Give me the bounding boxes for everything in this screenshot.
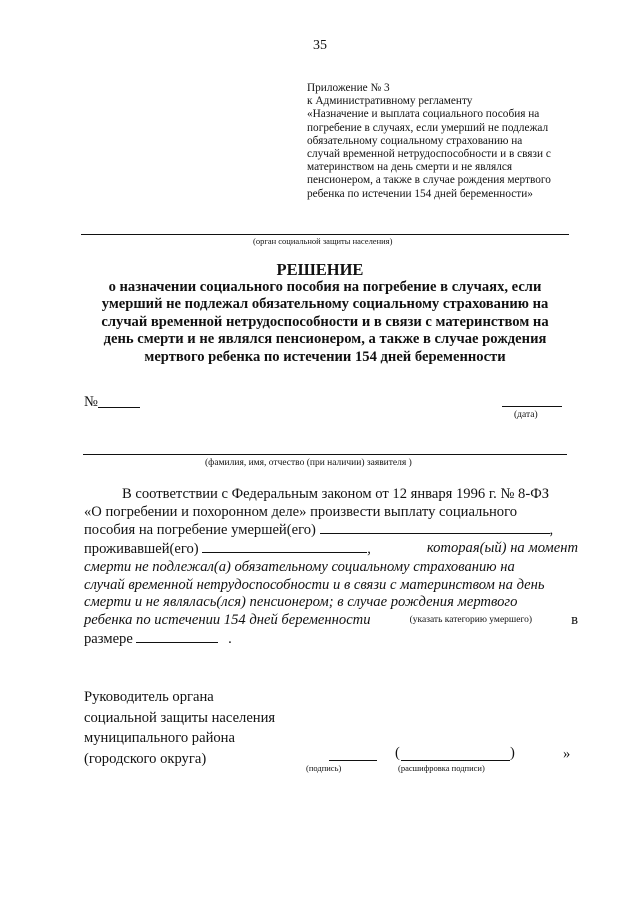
subtitle-line: мертвого ребенка по истечении 154 дней беременности — [144, 348, 506, 365]
document-subtitle — [70, 279, 580, 366]
number-label: № — [84, 394, 98, 410]
subtitle-line: умерший не подлежал обязательному социальному страхованию на — [101, 296, 549, 313]
authority-line — [81, 234, 569, 235]
body-text: в — [571, 611, 578, 628]
number-field[interactable] — [98, 407, 140, 408]
body-line — [84, 594, 578, 612]
subtitle-line: о назначении социального пособия на погребение в случаях, если — [108, 279, 542, 295]
body-line — [84, 577, 578, 595]
closing-quote: » — [563, 746, 571, 762]
date-field[interactable] — [502, 406, 562, 407]
amount-field[interactable] — [136, 630, 218, 643]
category-hint: (указать категорию умершего) — [409, 614, 533, 625]
page-number: 35 — [313, 38, 327, 53]
signatory-block — [84, 687, 275, 769]
document-title: РЕШЕНИЕ — [276, 260, 364, 279]
signatory-line: (городского округа) — [84, 750, 207, 767]
applicant-caption: (фамилия, имя, отчество (при наличии) заявителя ) — [205, 458, 412, 468]
appendix-line: материнством на день смерти и не являлся — [307, 161, 513, 174]
appendix-line: случай временной нетрудоспособности и в связи с — [307, 148, 551, 161]
body-text: В соответствии с Федеральным законом от 12 января 1996 г. № 8-ФЗ — [122, 486, 550, 502]
appendix-line: пенсионером, а также в случае рождения мертвого — [307, 174, 551, 187]
body-text: смерти не подлежал(а) обязательному социальному страхованию на — [84, 558, 515, 575]
signature-caption: (подпись) — [306, 763, 342, 773]
body-text: «О погребении и похоронном деле» произвести выплату социального — [84, 503, 518, 520]
signatory-line: Руководитель органа — [84, 689, 214, 705]
decode-caption: (расшифровка подписи) — [398, 763, 485, 773]
signature-field[interactable] — [329, 760, 377, 761]
open-paren: ( — [395, 745, 400, 761]
decision-body — [84, 486, 578, 648]
signature-decode-field[interactable] — [401, 760, 510, 761]
appendix-line: погребение в случаях, если умерший не подлежал — [307, 121, 549, 134]
signatory-line: муниципального района — [84, 730, 235, 746]
close-paren: ) — [510, 745, 515, 761]
deceased-name-field[interactable] — [320, 521, 550, 534]
body-text: смерти и не являлась(лся) пенсионером; в случае рождения мертвого — [84, 594, 518, 611]
body-text: , — [549, 522, 554, 539]
subtitle-line: день смерти и не являлся пенсионером, а также в случае рождения — [103, 331, 547, 348]
body-text: проживавшей(его) — [84, 541, 199, 558]
body-text: пособия на погребение умершей(его) — [84, 522, 316, 539]
subtitle-line: случай временной нетрудоспособности и в связи с материнством на — [101, 313, 549, 330]
body-line — [84, 540, 578, 559]
body-text: . — [228, 630, 232, 647]
applicant-field[interactable] — [83, 454, 567, 455]
appendix-line: к Административному регламенту — [307, 95, 473, 108]
signatory-line: социальной защиты населения — [84, 709, 276, 726]
appendix-line: Приложение № 3 — [307, 82, 390, 94]
appendix-line: обязательному социальному страхованию на — [307, 134, 523, 147]
appendix-header — [307, 82, 597, 201]
body-line — [84, 486, 578, 504]
body-line — [84, 612, 578, 630]
body-text: которая(ый) на момент — [426, 540, 578, 557]
authority-caption: (орган социальной защиты населения) — [253, 236, 393, 246]
appendix-line: ребенка по истечении 154 дней беременности» — [307, 187, 533, 200]
body-text: , — [367, 541, 371, 558]
body-text: случай временной нетрудоспособности и в связи с материнством на день — [84, 576, 545, 593]
date-caption: (дата) — [514, 410, 538, 420]
body-text: размере — [84, 630, 133, 647]
body-line — [84, 521, 578, 540]
residence-field[interactable] — [202, 540, 367, 553]
body-line — [84, 630, 578, 649]
body-text: ребенка по истечении 154 дней беременности — [84, 611, 371, 628]
appendix-line: «Назначение и выплата социального пособия на — [307, 108, 540, 121]
body-line — [84, 559, 578, 577]
body-line — [84, 504, 578, 522]
